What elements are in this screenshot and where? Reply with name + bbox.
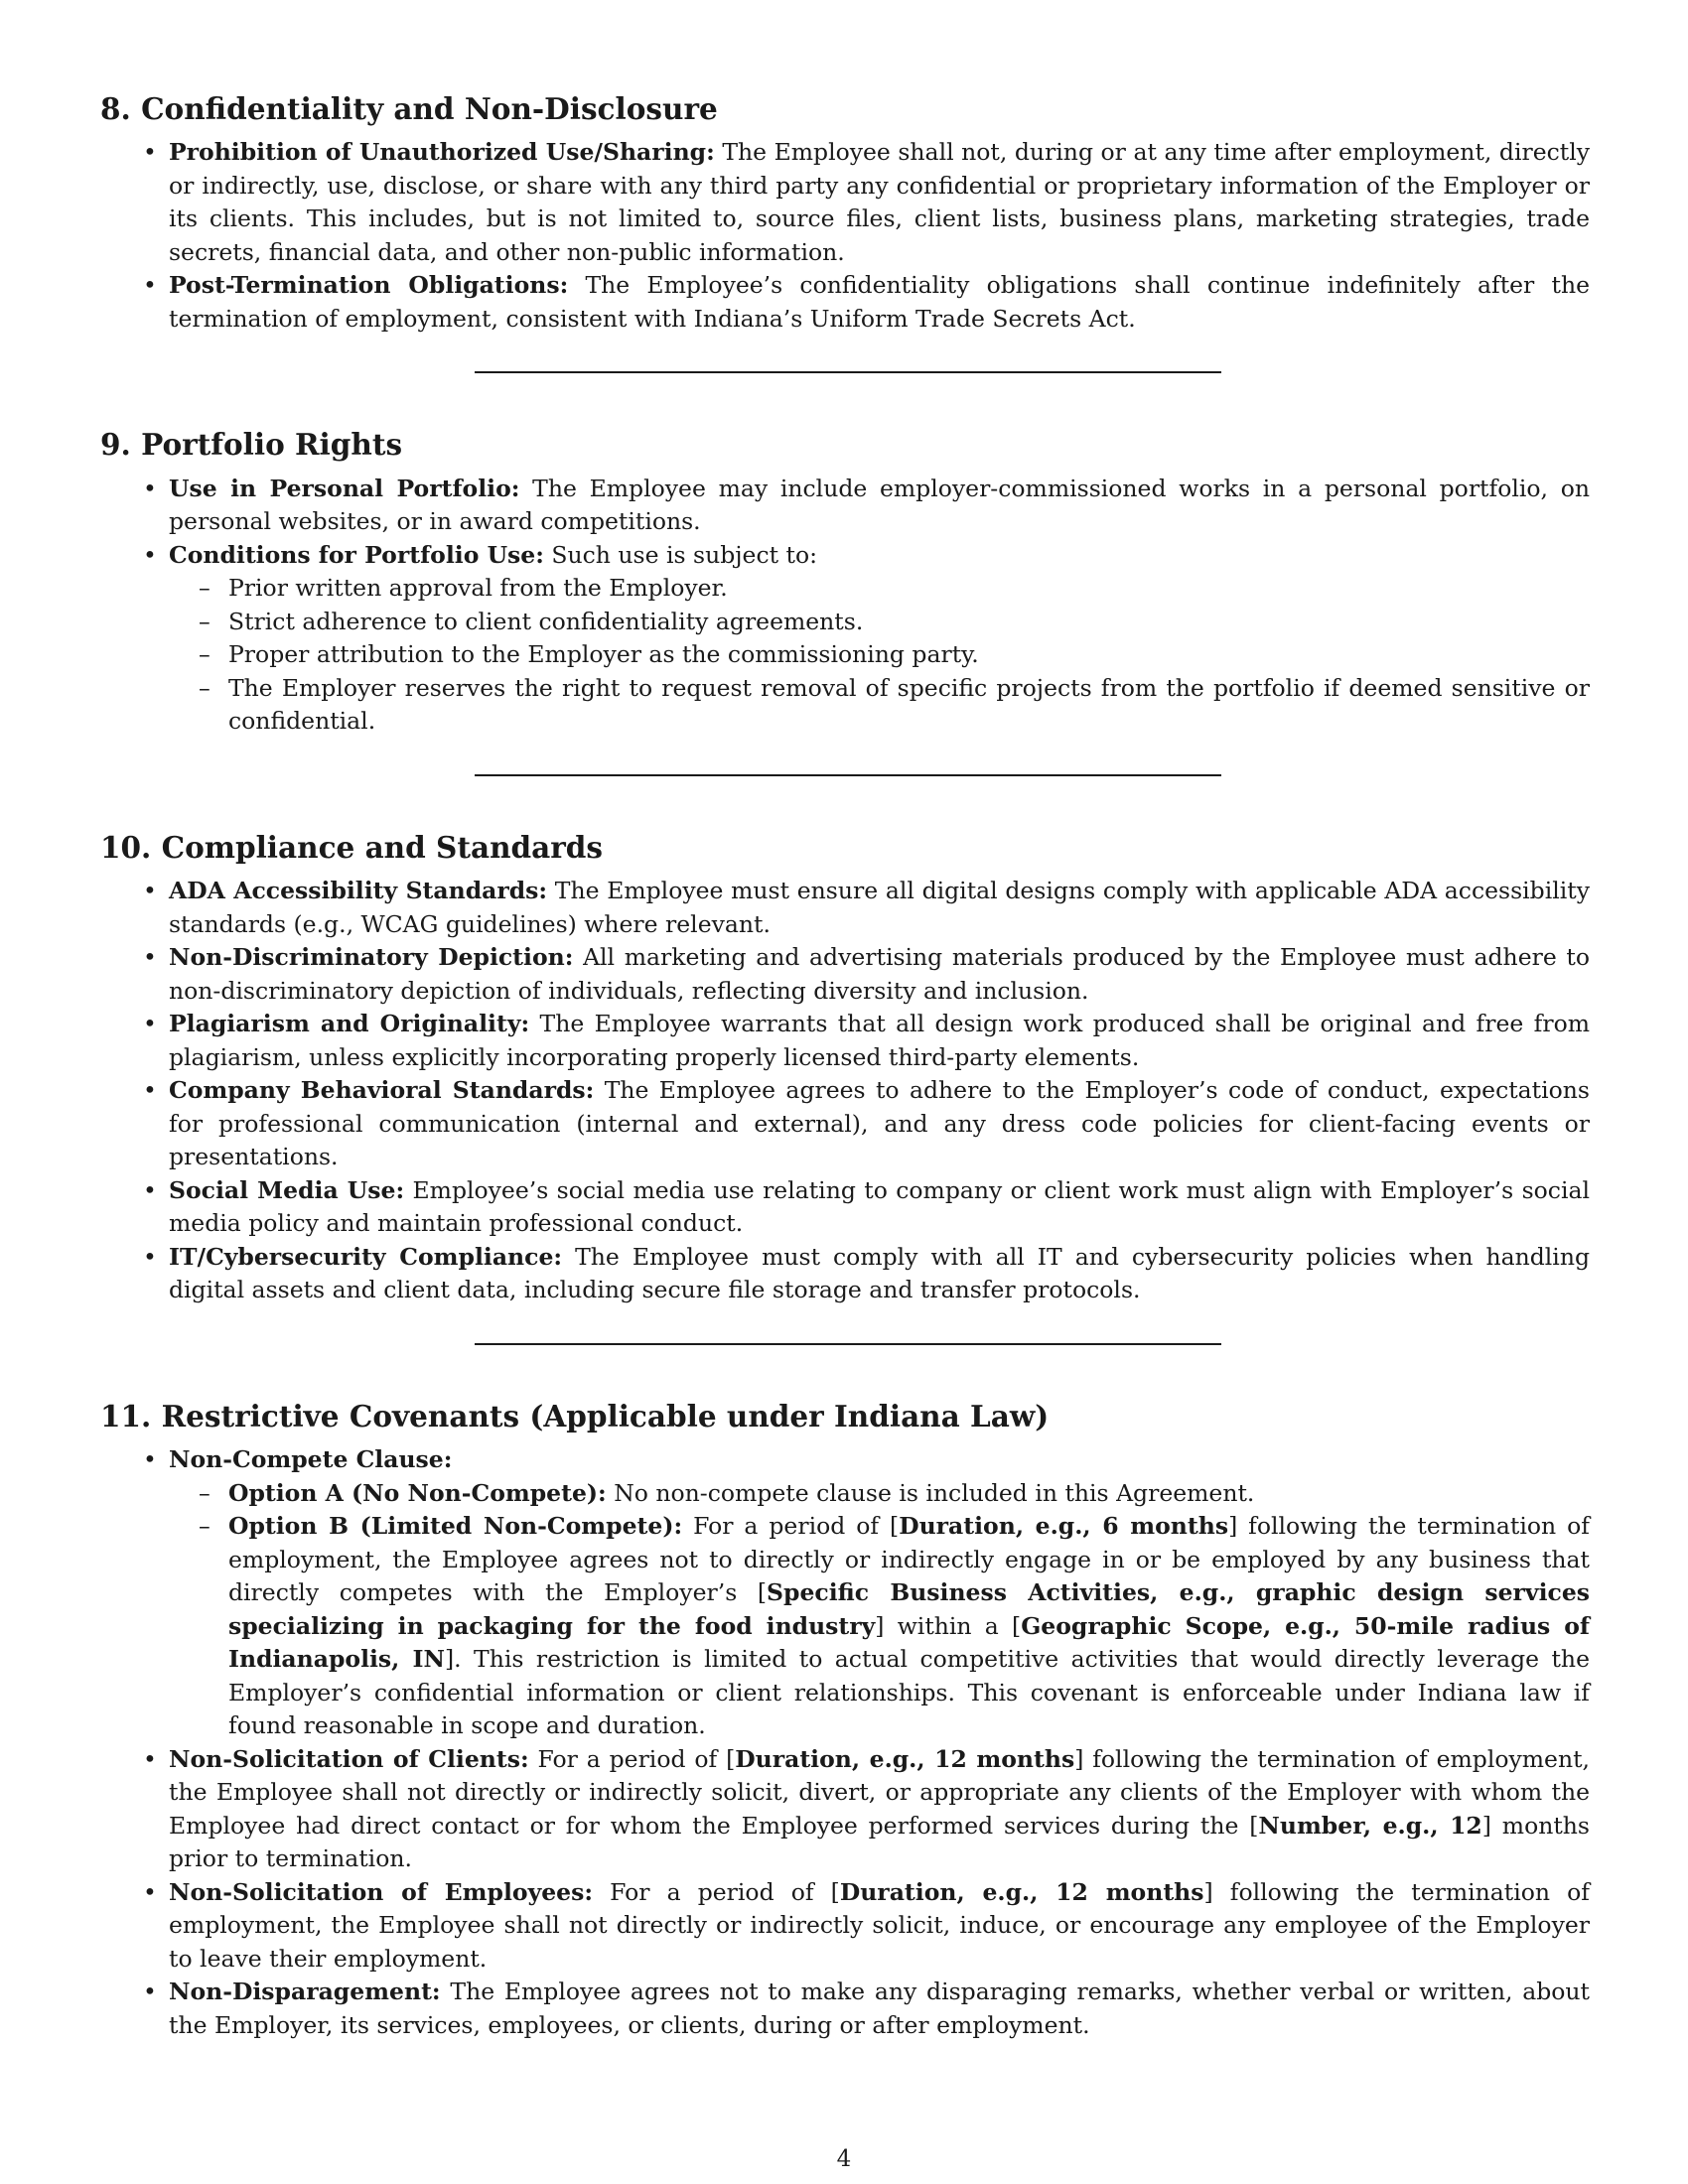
- option-text: ]. This restriction is limited to actual competitive activities that would directly leverage the Employer’s confidential information or client relationships. This covenant is enforceable under Indiana law if found reasonable in scope and duration.: [228, 1645, 1590, 1740]
- option-label: Option B (Limited Non-Compete):: [228, 1512, 683, 1541]
- list-item: [169, 1876, 1590, 1977]
- list-item: [169, 1976, 1590, 2042]
- bullet-list: [100, 875, 1590, 1307]
- section-title: 8. Confidentiality and Non-Disclosure: [100, 91, 718, 126]
- option-text: For a period of [: [682, 1512, 900, 1541]
- list-item: [169, 1074, 1590, 1174]
- sub-list-item: [228, 1477, 1590, 1511]
- sub-list: [169, 1477, 1590, 1743]
- item-label: Use in Personal Portfolio:: [169, 474, 520, 502]
- option-text: No non-compete clause is included in this Agreement.: [606, 1478, 1255, 1507]
- bullet-list: [100, 136, 1590, 336]
- section-title: 9. Portfolio Rights: [100, 427, 403, 463]
- section-confidentiality: [100, 91, 1590, 373]
- sub-list: [169, 572, 1590, 739]
- item-label: IT/Cybersecurity Compliance:: [169, 1242, 563, 1271]
- sub-list-item: [228, 1510, 1590, 1743]
- list-item: [169, 1743, 1590, 1876]
- list-item: [169, 1241, 1590, 1307]
- bullet-list: [100, 473, 1590, 739]
- sub-list-item: – The Employer reserves the right to request removal of specific projects from the portfolio if deemed sensitive or confidential.: [228, 672, 1590, 739]
- list-item: [169, 539, 1590, 739]
- bullet-list: [100, 1443, 1590, 2042]
- section-divider: [475, 371, 1221, 373]
- item-text: ] months prior to termination.: [169, 1811, 1590, 1873]
- item-text: The Employee must ensure all digital designs comply with applicable ADA accessibility standards (e.g., WCAG guidelines) where relevant.: [169, 877, 1590, 938]
- item-label: Non-Discriminatory Depiction:: [169, 943, 574, 972]
- document-page: [100, 91, 1590, 2042]
- option-label: Option A (No Non-Compete):: [228, 1478, 607, 1507]
- item-label: Non-Disparagement:: [169, 1978, 441, 2006]
- list-item: [169, 875, 1590, 941]
- list-item: [169, 1443, 1590, 1743]
- section-portfolio-rights: [100, 427, 1590, 775]
- section-compliance: [100, 830, 1590, 1345]
- placeholder-field: Duration, e.g., 6 months: [899, 1512, 1229, 1541]
- item-label: Plagiarism and Originality:: [169, 1010, 530, 1038]
- item-text: ] following the termination of employment, the Employee shall not directly or indirectly solicit, divert, or appropriate any clients of the Employer with whom the Employee had direct contact or for whom the Employee performed services during the [: [169, 1744, 1590, 1840]
- item-label: Non-Solicitation of Employees:: [169, 1877, 594, 1906]
- item-text: For a period of [: [528, 1744, 736, 1773]
- list-item: [169, 1174, 1590, 1241]
- item-label: Non-Solicitation of Clients:: [169, 1744, 529, 1773]
- list-item: [169, 269, 1590, 336]
- section-divider: [475, 1343, 1221, 1345]
- item-text: The Employee agrees to adhere to the Employer’s code of conduct, expectations for professional communication (internal and external), and any dress code policies for client-facing events or presentations.: [169, 1076, 1590, 1171]
- item-label: Conditions for Portfolio Use:: [169, 540, 544, 569]
- item-text: Such use is subject to:: [543, 540, 818, 569]
- sub-list-item: – Prior written approval from the Employer.: [228, 572, 1590, 606]
- placeholder-field: Geographic Scope, e.g., 50-mile radius of Indianapolis, IN: [228, 1611, 1590, 1674]
- sub-list-item: – Strict adherence to client confidentiality agreements.: [228, 606, 1590, 639]
- list-item: [169, 136, 1590, 269]
- item-text: The Employee shall not, during or at any time after employment, directly or indirectly, use, disclose, or share with any third party any confidential or proprietary information of the Employer or its clients. This includes, but is not limited to, source files, client lists, business plans, marketing strategies, trade secrets, financial data, and other non-public information.: [169, 138, 1590, 266]
- list-item: [169, 473, 1590, 539]
- item-label: Non-Compete Clause:: [169, 1445, 453, 1474]
- item-label: Post-Termination Obligations:: [169, 271, 569, 300]
- item-text: The Employee agrees not to make any disparaging remarks, whether verbal or written, about the Employer, its services, employees, or clients, during or after employment.: [169, 1978, 1590, 2039]
- item-text: For a period of [: [593, 1877, 840, 1906]
- list-item: [169, 941, 1590, 1008]
- item-text: The Employee must comply with all IT and cybersecurity policies when handling digital assets and client data, including secure file storage and transfer protocols.: [169, 1242, 1591, 1304]
- section-restrictive-covenants: [100, 1399, 1590, 2042]
- placeholder-field: Number, e.g., 12: [1258, 1811, 1482, 1840]
- page-number: 4: [836, 2146, 852, 2172]
- section-title: 10. Compliance and Standards: [100, 829, 604, 865]
- item-text: Employee’s social media use relating to company or client work must align with Employer’s social media policy and maintain professional conduct.: [169, 1175, 1590, 1238]
- item-label: ADA Accessibility Standards:: [169, 877, 548, 905]
- item-label: Social Media Use:: [169, 1175, 405, 1204]
- option-text: ] following the termination of employment, the Employee agrees not to directly or indirectly engage in or be employed by any business that directly competes with the Employer’s [: [228, 1512, 1590, 1607]
- item-label: Prohibition of Unauthorized Use/Sharing:: [169, 138, 715, 167]
- placeholder-field: Specific Business Activities, e.g., graphic design services specializing in packaging for the food industry: [228, 1578, 1590, 1640]
- sub-list-item: – Proper attribution to the Employer as the commissioning party.: [228, 638, 1590, 672]
- list-item: [169, 1008, 1590, 1074]
- option-text: ] within a [: [875, 1611, 1022, 1640]
- section-divider: [475, 774, 1221, 776]
- item-text: The Employee’s confidentiality obligations shall continue indefinitely after the termination of employment, consistent with Indiana’s Uniform Trade Secrets Act.: [169, 271, 1590, 333]
- item-text: The Employee warrants that all design work produced shall be original and free from plagiarism, unless explicitly incorporating properly licensed third-party elements.: [169, 1010, 1591, 1071]
- section-title: 11. Restrictive Covenants (Applicable under Indiana Law): [100, 1398, 1050, 1433]
- item-text: The Employee may include employer-commissioned works in a personal portfolio, on personal websites, or in award competitions.: [169, 474, 1590, 536]
- placeholder-field: Duration, e.g., 12 months: [839, 1877, 1204, 1906]
- item-text: ] following the termination of employment, the Employee shall not directly or indirectly solicit, induce, or encourage any employee of the Employer to leave their employment.: [169, 1877, 1590, 1973]
- placeholder-field: Duration, e.g., 12 months: [735, 1744, 1075, 1773]
- item-text: All marketing and advertising materials produced by the Employee must adhere to non-discriminatory depiction of individuals, reflecting diversity and inclusion.: [169, 943, 1590, 1005]
- item-label: Company Behavioral Standards:: [169, 1076, 595, 1105]
